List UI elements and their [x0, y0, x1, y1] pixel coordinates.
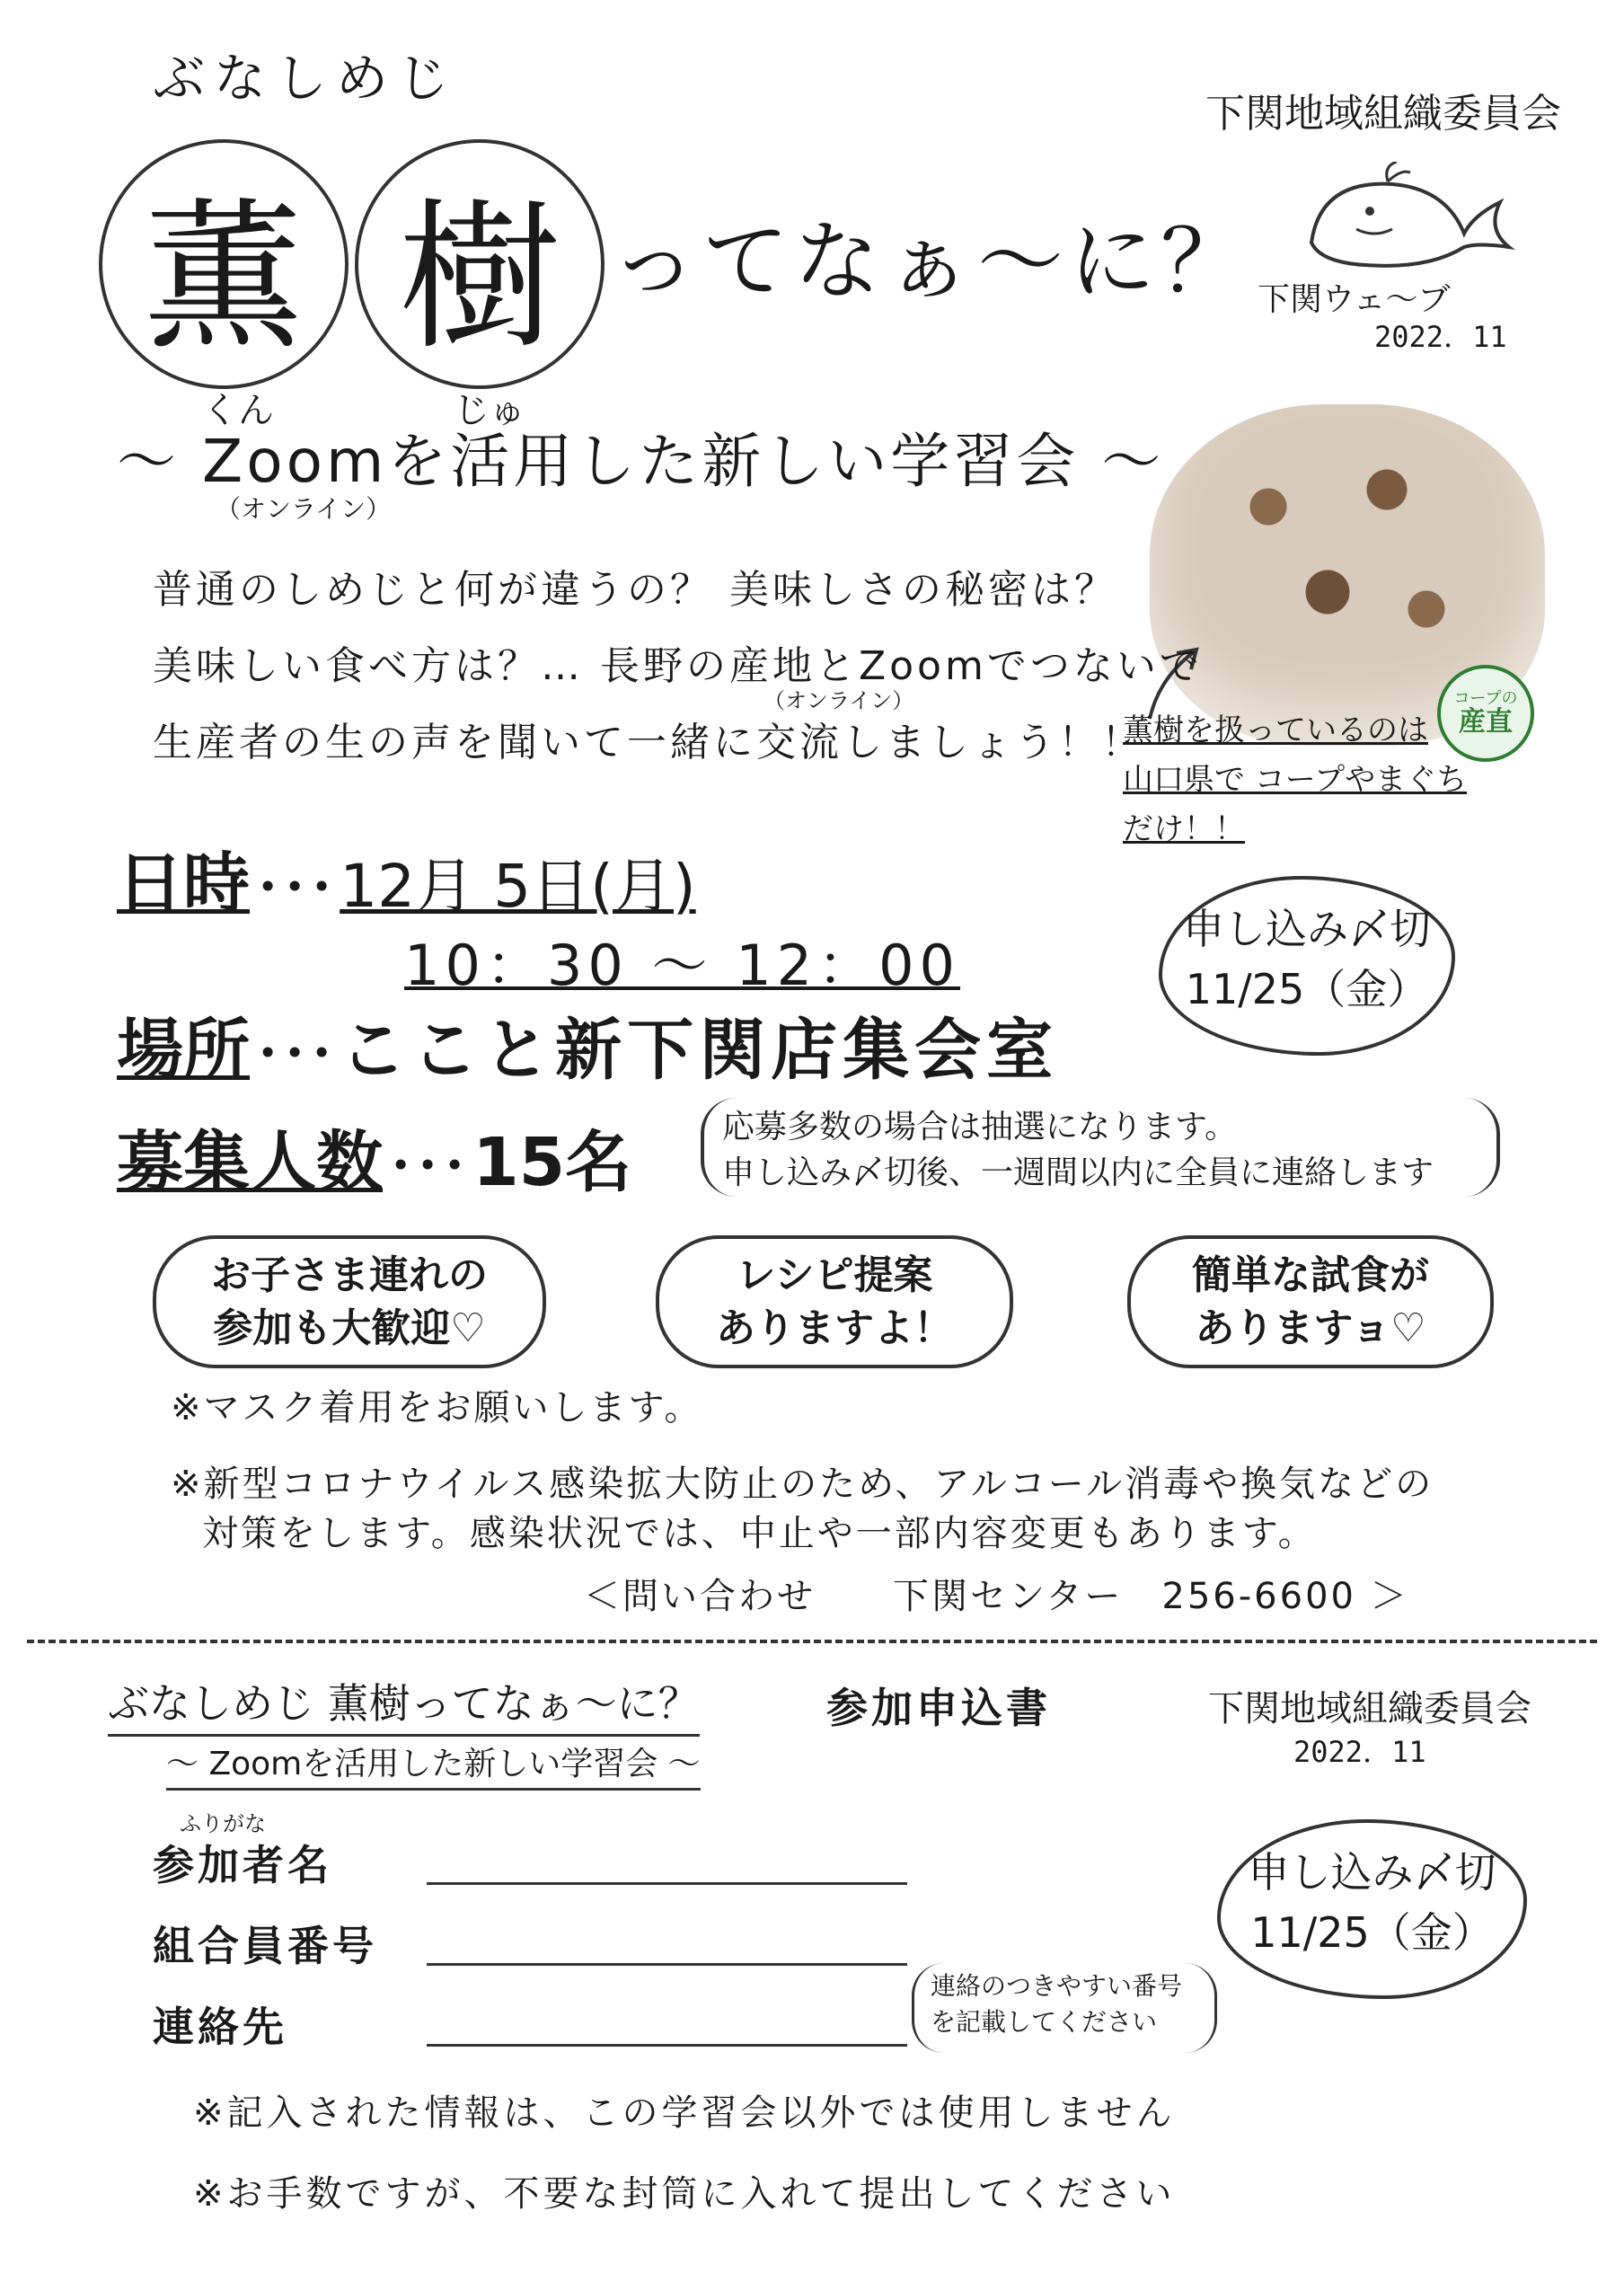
badge-small-text: コープの: [1453, 688, 1518, 708]
badge-big-text: 産直: [1459, 706, 1513, 739]
note-mask: ※マスク着用をお願いします。: [171, 1387, 703, 1428]
place-label: 場所: [117, 1012, 250, 1089]
place-value: ここと新下関店集会室: [340, 1012, 1059, 1089]
note-covid-1: ※新型コロナウイルス感染拡大防止のため、アルコール消毒や換気などの: [171, 1464, 1434, 1505]
kanji-ju: 樹: [398, 184, 560, 372]
subtitle-online-note: （オンライン）: [216, 494, 392, 524]
kanji-ju-ruby: じゅ: [454, 390, 525, 431]
coop-direct-badge: [1437, 665, 1534, 762]
photo-caption-1: 薫樹を扱っているのは: [1123, 712, 1428, 748]
furigana-label: ふりがな: [180, 1811, 266, 1836]
form-deadline-date: 11/25（金）: [1250, 1907, 1494, 1957]
form-deadline-label: 申し込み〆切: [1248, 1848, 1496, 1897]
deadline-date: 11/25（金）: [1185, 964, 1429, 1013]
event-time: 10：30 ～ 12：00: [404, 933, 960, 998]
feature-tasting-line-2: ありますョ♡: [1195, 1305, 1426, 1351]
date-value: 12月 5日(月): [340, 852, 696, 921]
form-date: 2022．11: [1293, 1735, 1426, 1769]
event-date-row: [117, 831, 696, 926]
issue-date: 2022．11: [1374, 320, 1507, 354]
note-covid-2: 対策をします。感染状況では、中止や一部内容変更もあります。: [202, 1513, 1317, 1554]
member-number-field[interactable]: [427, 1963, 907, 1966]
contact-hint-box: [912, 1963, 1217, 2053]
organizer: 下関地域組織委員会: [1205, 91, 1561, 137]
feature-kids-line-1: お子さま連れの: [211, 1252, 488, 1298]
contact-info: ＜問い合わせ 下関センター 256-6600 ＞: [584, 1576, 1409, 1617]
event-capacity-row: [117, 1110, 631, 1205]
form-note-2: ※お手数ですが、不要な封筒に入れて提出してください: [193, 2173, 1176, 2215]
contact-hint-2: を記載してください: [931, 2007, 1158, 2037]
feature-recipe-line-2: ありますよ！: [716, 1305, 953, 1351]
subtitle: ～ Zoomを活用した新しい学習会 ～: [117, 427, 1165, 496]
intro-line-3: 生産者の生の声を聞いて一緒に交流しましょう！！: [153, 720, 1144, 765]
whale-icon: [1293, 162, 1527, 279]
date-label: 日時: [117, 845, 250, 923]
capacity-label: 募集人数: [117, 1124, 383, 1201]
intro-line-2: 美味しい食べ方は？… 長野の産地とZoomでつないで: [153, 643, 1203, 689]
kanji-kun: 薫: [142, 184, 304, 372]
cut-line: [27, 1640, 1597, 1643]
feature-recipe: [656, 1235, 1013, 1368]
participant-name-field[interactable]: [427, 1882, 907, 1885]
title-tail: ってなぁ～に？: [611, 211, 1252, 312]
intro-online-note: （オンライン）: [763, 688, 914, 713]
feature-tasting: [1127, 1235, 1494, 1368]
date-separator: ･･･: [254, 857, 336, 920]
member-number-label: 組合員番号: [153, 1922, 377, 1970]
photo-caption-2: 山口県で コープやまぐち: [1123, 762, 1468, 798]
contact-label: 連絡先: [153, 2003, 287, 2051]
contact-hint-1: 連絡のつきやすい番号: [931, 1971, 1183, 2001]
contact-field[interactable]: [427, 2044, 907, 2047]
kanji-kun-ruby: くん: [202, 390, 274, 431]
place-separator: ･･･: [254, 1023, 336, 1086]
form-organizer: 下関地域組織委員会: [1208, 1688, 1531, 1729]
feature-kids: [153, 1235, 546, 1368]
deadline-label: 申し込み〆切: [1183, 905, 1431, 953]
participant-name-label: 参加者名: [153, 1841, 332, 1889]
capacity-separator: ･･･: [387, 1136, 469, 1198]
capacity-value: 15名: [472, 1124, 632, 1201]
form-subtitle: ～ Zoomを活用した新しい学習会 ～: [166, 1738, 701, 1791]
form-heading: 参加申込書: [826, 1684, 1051, 1732]
form-note-1: ※記入された情報は、この学習会以外では使用しません: [193, 2092, 1176, 2134]
feature-recipe-line-1: レシピ提案: [736, 1252, 933, 1298]
intro-line-1: 普通のしめじと何が違うの？ 美味しさの秘密は？: [153, 567, 1117, 613]
kanji-kun-ring: [99, 139, 349, 389]
feature-kids-line-2: 参加も大歓迎♡: [213, 1305, 486, 1351]
capacity-note-2: 申し込み〆切後、一週間以内に全員に連絡します: [722, 1154, 1434, 1191]
form-title: ぶなしめじ 薫樹ってなぁ～に？: [108, 1671, 700, 1737]
wave-label: 下関ウェ～ブ: [1258, 281, 1451, 318]
deadline-cloud: [1159, 876, 1455, 1056]
form-deadline-cloud: [1217, 1819, 1527, 1999]
lead-text: ぶなしめじ: [153, 48, 459, 109]
photo-caption-3: だけ！！: [1123, 811, 1245, 847]
feature-tasting-line-1: 簡単な試食が: [1192, 1252, 1429, 1298]
capacity-note-box: [701, 1098, 1500, 1197]
event-place-row: [117, 997, 1058, 1092]
capacity-note-1: 応募多数の場合は抽選になります。: [722, 1109, 1238, 1145]
kanji-ju-ring: [355, 139, 605, 389]
